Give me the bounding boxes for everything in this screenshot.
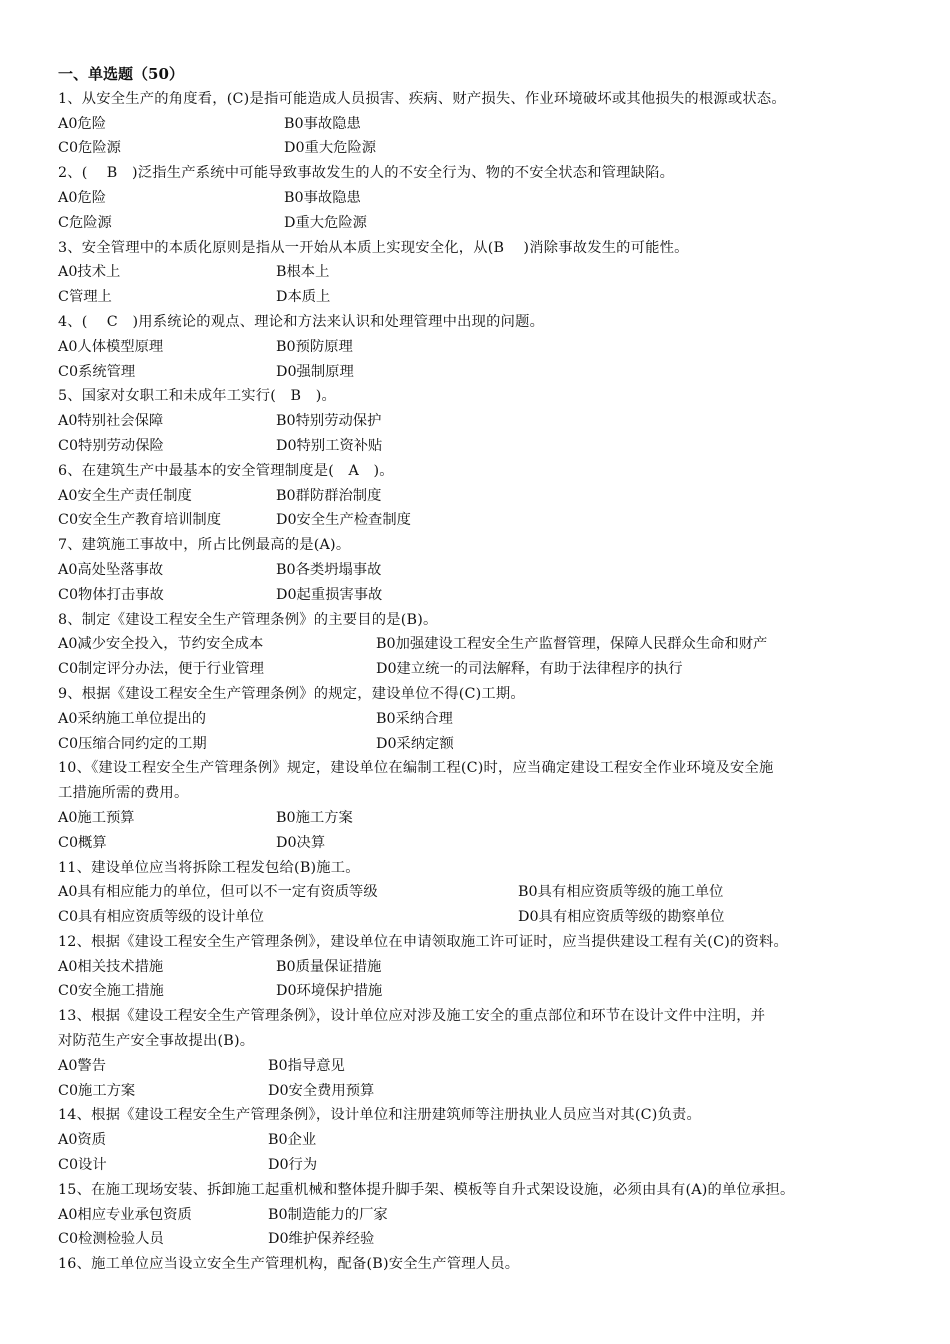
- answer-option: A0相应专业承包资质: [58, 1206, 192, 1223]
- answer-option: C0物体打击事故: [58, 586, 164, 603]
- question-item: [58, 87, 908, 161]
- option-row: [58, 558, 908, 583]
- question-text: 1、从安全生产的角度看，(C)是指可能造成人员损害、疾病、财产损失、作业环境破坏或其他损失的根源或状态。: [58, 90, 786, 107]
- question-text: 10、《建设工程安全生产管理条例》规定，建设单位在编制工程(C)时，应当确定建设工程安全作业环境及安全施: [58, 760, 774, 777]
- question-item: [58, 930, 908, 1004]
- option-row: [58, 1079, 908, 1104]
- option-row: [58, 657, 908, 682]
- answer-option: A0危险: [58, 189, 107, 206]
- answer-option: B0施工方案: [276, 809, 353, 826]
- option-row: [58, 360, 908, 385]
- answer-option: B0预防原理: [276, 338, 353, 355]
- answer-option: B0事故隐患: [284, 189, 361, 206]
- question-item: [58, 236, 908, 310]
- question-text: 4、( C )用系统论的观点、理论和方法来认识和处理管理中出现的问题。: [58, 313, 545, 330]
- question-item: [58, 1004, 908, 1103]
- answer-option: C危险源: [58, 214, 112, 231]
- option-row: [58, 979, 908, 1004]
- answer-option: D0特别工资补贴: [276, 437, 383, 454]
- option-row: [58, 905, 908, 930]
- answer-option: C0概算: [58, 834, 107, 851]
- option-row: [58, 186, 908, 211]
- question-item: [58, 1252, 908, 1277]
- answer-option: A0施工预算: [58, 809, 135, 826]
- answer-option: A0具有相应能力的单位，但可以不一定有资质等级: [58, 884, 378, 901]
- answer-option: C0安全施工措施: [58, 983, 164, 1000]
- answer-option: C0压缩合同约定的工期: [58, 735, 207, 752]
- option-row: [58, 136, 908, 161]
- answer-option: B0采纳合理: [376, 710, 453, 727]
- question-item: [58, 856, 908, 930]
- question-text: 15、在施工现场安装、拆卸施工起重机械和整体提升脚手架、模板等自升式架设设施，必须由具有(A)的单位承担。: [58, 1181, 795, 1198]
- option-row: [58, 707, 908, 732]
- question-item: [58, 533, 908, 607]
- option-row: [58, 112, 908, 137]
- answer-option: B0特别劳动保护: [276, 413, 382, 430]
- question-text: 12、根据《建设工程安全生产管理条例》，建设单位在申请领取施工许可证时，应当提供建设工程有关(C)的资料。: [58, 933, 788, 950]
- option-row: [58, 335, 908, 360]
- answer-option: C0系统管理: [58, 363, 136, 380]
- answer-option: D0具有相应资质等级的勘察单位: [518, 909, 725, 926]
- answer-option: B0群防群治制度: [276, 487, 382, 504]
- option-row: [58, 260, 908, 285]
- option-row: [58, 1203, 908, 1228]
- answer-option: C0具有相应资质等级的设计单位: [58, 909, 264, 926]
- option-row: [58, 434, 908, 459]
- answer-option: D0起重损害事故: [276, 586, 383, 603]
- option-row: [58, 806, 908, 831]
- question-text: 工措施所需的费用。: [58, 785, 189, 802]
- answer-option: C0设计: [58, 1157, 107, 1174]
- answer-option: B0指导意见: [268, 1057, 345, 1074]
- exam-page: [58, 62, 908, 1277]
- question-item: [58, 608, 908, 682]
- answer-option: B根本上: [276, 264, 330, 281]
- answer-option: D0安全费用预算: [268, 1082, 375, 1099]
- option-row: [58, 583, 908, 608]
- question-text: 13、根据《建设工程安全生产管理条例》，设计单位应对涉及施工安全的重点部位和环节在设计文件中注明，并: [58, 1008, 766, 1025]
- answer-option: C0检测检验人员: [58, 1231, 164, 1248]
- question-item: [58, 459, 908, 533]
- answer-option: C0危险源: [58, 140, 121, 157]
- question-text: 7、建筑施工事故中，所占比例最高的是(A)。: [58, 537, 351, 554]
- answer-option: B0制造能力的厂家: [268, 1206, 388, 1223]
- answer-option: D0强制原理: [276, 363, 354, 380]
- question-item: [58, 384, 908, 458]
- option-row: [58, 955, 908, 980]
- option-row: [58, 211, 908, 236]
- question-text: 9、根据《建设工程安全生产管理条例》的规定，建设单位不得(C)工期。: [58, 685, 525, 702]
- option-row: [58, 632, 908, 657]
- option-row: [58, 1153, 908, 1178]
- answer-option: B0具有相应资质等级的施工单位: [518, 884, 724, 901]
- answer-option: D0维护保养经验: [268, 1231, 375, 1248]
- option-row: [58, 508, 908, 533]
- answer-option: B0质量保证措施: [276, 958, 382, 975]
- option-row: [58, 285, 908, 310]
- answer-option: D0决算: [276, 834, 326, 851]
- answer-option: A0高处坠落事故: [58, 561, 164, 578]
- answer-option: B0事故隐患: [284, 115, 361, 132]
- option-row: [58, 484, 908, 509]
- option-row: [58, 1128, 908, 1153]
- option-row: [58, 409, 908, 434]
- answer-option: D0行为: [268, 1157, 318, 1174]
- answer-option: C管理上: [58, 289, 112, 306]
- answer-option: B0加强建设工程安全生产监督管理，保障人民群众生命和财产: [376, 636, 768, 653]
- answer-option: A0特别社会保障: [58, 413, 164, 430]
- question-text: 2、( B )泛指生产系统中可能导致事故发生的人的不安全行为、物的不安全状态和管理缺陷。: [58, 165, 675, 182]
- question-text: 14、根据《建设工程安全生产管理条例》，设计单位和注册建筑师等注册执业人员应当对其(C)负责。: [58, 1107, 702, 1124]
- answer-option: D0环境保护措施: [276, 983, 383, 1000]
- answer-option: A0相关技术措施: [58, 958, 164, 975]
- question-item: [58, 161, 908, 235]
- answer-option: A0采纳施工单位提出的: [58, 710, 207, 727]
- question-item: [58, 756, 908, 855]
- answer-option: A0资质: [58, 1132, 107, 1149]
- answer-option: D0重大危险源: [284, 140, 377, 157]
- option-row: [58, 732, 908, 757]
- answer-option: C0制定评分办法，便于行业管理: [58, 661, 264, 678]
- answer-option: B0各类坍塌事故: [276, 561, 382, 578]
- answer-option: D重大危险源: [284, 214, 367, 231]
- section-title: 一、单选题（50）: [58, 65, 184, 83]
- answer-option: D0采纳定额: [376, 735, 454, 752]
- question-text: 3、安全管理中的本质化原则是指从一开始从本质上实现安全化，从(B )消除事故发生的可能性。: [58, 239, 689, 256]
- answer-option: D本质上: [276, 289, 331, 306]
- question-text: 6、在建筑生产中最基本的安全管理制度是( A )。: [58, 462, 394, 479]
- question-list: [58, 87, 908, 1277]
- answer-option: A0安全生产责任制度: [58, 487, 192, 504]
- option-row: [58, 1227, 908, 1252]
- question-item: [58, 1178, 908, 1252]
- question-text: 5、国家对女职工和未成年工实行( B )。: [58, 388, 337, 405]
- option-row: [58, 831, 908, 856]
- option-row: [58, 1054, 908, 1079]
- question-item: [58, 310, 908, 384]
- answer-option: C0施工方案: [58, 1082, 136, 1099]
- answer-option: B0企业: [268, 1132, 317, 1149]
- question-text: 11、建设单位应当将拆除工程发包给(B)施工。: [58, 859, 360, 876]
- answer-option: D0安全生产检查制度: [276, 512, 411, 529]
- question-text: 对防范生产安全事故提出(B)。: [58, 1033, 255, 1050]
- answer-option: C0特别劳动保险: [58, 437, 164, 454]
- answer-option: D0建立统一的司法解释，有助于法律程序的执行: [376, 661, 683, 678]
- question-text: 16、施工单位应当设立安全生产管理机构，配备(B)安全生产管理人员。: [58, 1256, 520, 1273]
- option-row: [58, 880, 908, 905]
- question-text: 8、制定《建设工程安全生产管理条例》的主要目的是(B)。: [58, 611, 438, 628]
- answer-option: A0危险: [58, 115, 107, 132]
- answer-option: A0技术上: [58, 264, 121, 281]
- answer-option: A0警告: [58, 1057, 107, 1074]
- answer-option: A0减少安全投入，节约安全成本: [58, 636, 264, 653]
- answer-option: C0安全生产教育培训制度: [58, 512, 222, 529]
- question-item: [58, 1103, 908, 1177]
- question-item: [58, 682, 908, 756]
- answer-option: A0人体模型原理: [58, 338, 164, 355]
